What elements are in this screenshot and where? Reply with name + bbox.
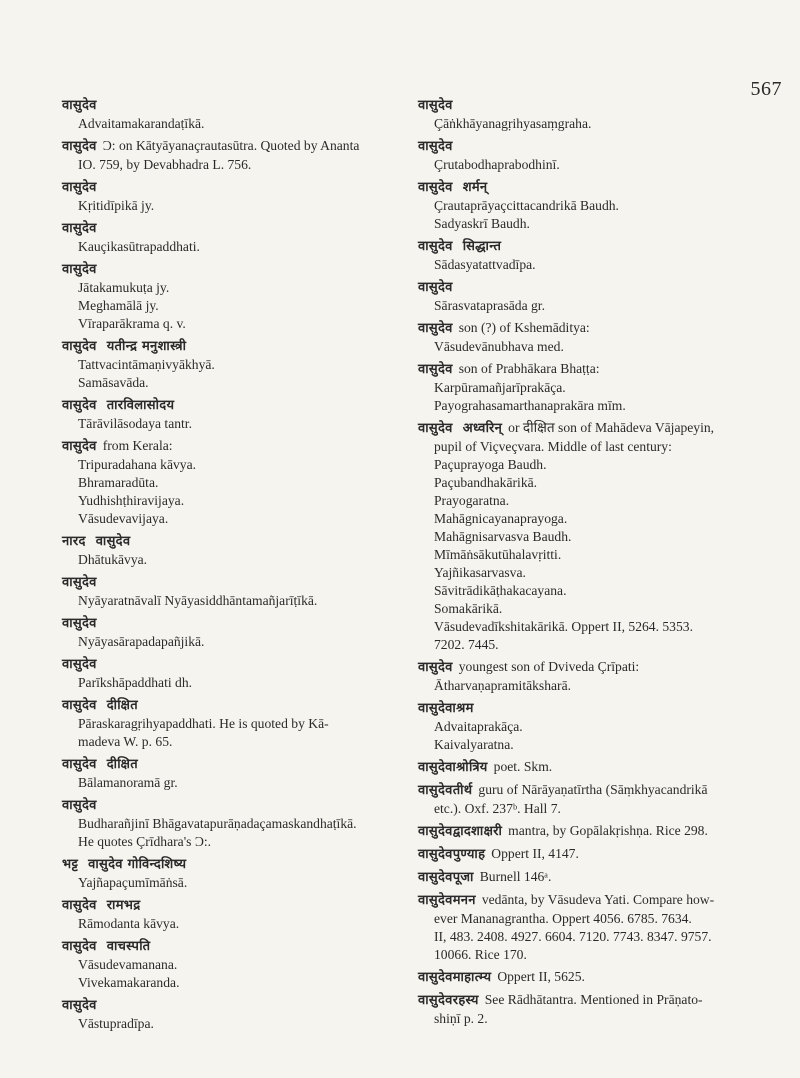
- entry-headline: [62, 696, 392, 715]
- entry-line: Mahāgnisarvasva Baudh.: [434, 529, 572, 544]
- entry-line: 10066. Rice 170.: [434, 947, 527, 962]
- headline-text: Ɔ: on Kātyāyanaçrautasūtra. Quoted by Ananta: [102, 138, 360, 153]
- sanskrit-qualifier: शर्मन्: [462, 180, 488, 195]
- index-entry: [62, 219, 392, 256]
- entry-headline: [62, 178, 392, 197]
- entry-line: shiṇī p. 2.: [434, 1011, 488, 1026]
- entry-line: Nyāyaratnāvalī Nyāyasiddhāntamañjarīṭīkā.: [78, 593, 318, 608]
- entry-headline: [62, 437, 392, 456]
- index-entry: [418, 991, 788, 1028]
- sanskrit-headword: वासुदेवरहस्य: [418, 993, 479, 1008]
- entry-line: Kṛitidīpikā jy.: [78, 198, 155, 213]
- index-entry: [418, 178, 788, 233]
- entry-headline: [62, 996, 392, 1015]
- headline-text: son (?) of Kshemāditya:: [458, 320, 590, 335]
- entry-headline: [62, 796, 392, 815]
- entry-line: Sadyaskrī Baudh.: [434, 216, 530, 231]
- sanskrit-headword: नारद: [62, 534, 86, 549]
- index-entry: [62, 655, 392, 692]
- sanskrit-headword: वासुदेव: [418, 362, 453, 377]
- entry-headline: [418, 278, 788, 297]
- index-entry: [62, 614, 392, 651]
- sanskrit-headword: वासुदेव: [62, 898, 97, 913]
- entry-headline: [62, 260, 392, 279]
- index-entry: [418, 137, 788, 174]
- sanskrit-headword: वासुदेव: [62, 998, 97, 1013]
- entry-line: Çrautaprāyaçcittacandrikā Baudh.: [434, 198, 619, 213]
- entry-line: Çrutabodhaprabodhinī.: [434, 157, 560, 172]
- sanskrit-qualifier: यतीन्द्र मनुशास्त्री: [106, 339, 187, 354]
- entry-line: IO. 759, by Devabhadra L. 756.: [78, 157, 252, 172]
- entry-line: Tattvacintāmaṇivyākhyā.: [78, 357, 215, 372]
- entry-line: Vāsudevavijaya.: [78, 511, 169, 526]
- index-entry: [62, 337, 392, 392]
- entry-line: Mahāgnicayanaprayoga.: [434, 511, 568, 526]
- entry-line: Dhātukāvya.: [78, 552, 148, 567]
- entry-headline: [418, 178, 788, 197]
- sanskrit-qualifier: वाचस्पति: [106, 939, 151, 954]
- entry-line: Bālamanoramā gr.: [78, 775, 178, 790]
- sanskrit-qualifier: अध्वरिन्: [462, 421, 503, 436]
- entry-line: Vāsudevadīkshitakārikā. Oppert II, 5264. 5353.: [434, 619, 693, 634]
- sanskrit-headword: वासुदेव: [62, 616, 97, 631]
- index-entry: [62, 96, 392, 133]
- entry-line: Parīkshāpaddhati dh.: [78, 675, 193, 690]
- sanskrit-headword: वासुदेव: [62, 439, 97, 454]
- index-entry: [62, 755, 392, 792]
- index-entry: [418, 360, 788, 415]
- entry-line: II, 483. 2408. 4927. 6604. 7120. 7743. 8347. 9757.: [434, 929, 712, 944]
- entry-headline: [418, 658, 788, 677]
- entry-line: Nyāyasārapadapañjikā.: [78, 634, 205, 649]
- entry-line: Sādasyatattvadīpa.: [434, 257, 536, 272]
- entry-headline: [62, 755, 392, 774]
- index-entry: [62, 855, 392, 892]
- entry-headline: [418, 758, 788, 777]
- sanskrit-headword: वासुदेवाश्रोत्रिय: [418, 760, 488, 775]
- index-entry: [62, 937, 392, 992]
- entry-line: Advaitamakarandaṭīkā.: [78, 116, 205, 131]
- index-entry: [418, 319, 788, 356]
- sanskrit-headword: वासुदेव: [62, 98, 97, 113]
- index-entry: [418, 968, 788, 987]
- sanskrit-headword: वासुदेव: [62, 180, 97, 195]
- sanskrit-headword: वासुदेव: [418, 421, 453, 436]
- entry-line: Prayogaratna.: [434, 493, 510, 508]
- entry-headline: [418, 968, 788, 987]
- headline-text: poet. Skm.: [493, 759, 553, 774]
- sanskrit-headword: वासुदेव: [62, 698, 97, 713]
- entry-line: Vīraparākrama q. v.: [78, 316, 186, 331]
- page-number: 567: [750, 78, 782, 100]
- entry-line: Çāṅkhāyanagṛihyasaṃgraha.: [434, 116, 592, 131]
- sanskrit-headword: वासुदेवतीर्थ: [418, 783, 473, 798]
- entry-line: Karpūramañjarīprakāça.: [434, 380, 566, 395]
- entry-line: Paçubandhakārikā.: [434, 475, 538, 490]
- entry-headline: [418, 868, 788, 887]
- headline-text: youngest son of Dviveda Çrīpati:: [458, 659, 640, 674]
- sanskrit-headword: वासुदेव: [418, 180, 453, 195]
- sanskrit-qualifier: दीक्षित: [106, 757, 138, 772]
- sanskrit-headword: वासुदेवद्वादशाक्षरी: [418, 824, 503, 839]
- sanskrit-headword: भट्ट: [62, 857, 79, 872]
- entry-headline: [62, 937, 392, 956]
- index-entry: [418, 419, 788, 654]
- index-entry: [62, 178, 392, 215]
- sanskrit-qualifier: तारविलासोदय: [106, 398, 175, 413]
- sanskrit-headword: वासुदेव: [418, 98, 453, 113]
- entry-line: 7202. 7445.: [434, 637, 499, 652]
- index-entry: [62, 396, 392, 433]
- sanskrit-headword: वासुदेव: [62, 798, 97, 813]
- sanskrit-headword: वासुदेवमनन: [418, 893, 476, 908]
- entry-line: madeva W. p. 65.: [78, 734, 173, 749]
- sanskrit-headword: वासुदेवपूजा: [418, 870, 474, 885]
- headline-text: or दीक्षित son of Mahādeva Vājapeyin,: [508, 420, 715, 435]
- index-entry: [418, 868, 788, 887]
- sanskrit-headword: वासुदेव: [62, 139, 97, 154]
- sanskrit-qualifier: सिद्धान्त: [462, 239, 502, 254]
- entry-headline: [62, 532, 392, 551]
- sanskrit-headword: वासुदेव: [62, 575, 97, 590]
- entry-line: Paçuprayoga Baudh.: [434, 457, 547, 472]
- entry-headline: [418, 845, 788, 864]
- entry-headline: [418, 419, 788, 438]
- index-entry: [418, 758, 788, 777]
- sanskrit-headword: वासुदेव: [418, 660, 453, 675]
- index-entry: [62, 896, 392, 933]
- entry-line: Vāstupradīpa.: [78, 1016, 154, 1031]
- index-entry: [418, 845, 788, 864]
- entry-headline: [418, 822, 788, 841]
- index-entry: [62, 260, 392, 333]
- entry-headline: [418, 360, 788, 379]
- sanskrit-headword: वासुदेव: [418, 139, 453, 154]
- entry-headline: [62, 337, 392, 356]
- index-entry: [418, 237, 788, 274]
- headline-text: vedānta, by Vāsudeva Yati. Compare how-: [481, 892, 715, 907]
- headline-text: son of Prabhākara Bhaṭṭa:: [458, 361, 600, 376]
- index-entry: [418, 699, 788, 754]
- entry-line: He quotes Çrīdhara's Ɔ:.: [78, 834, 212, 849]
- index-entry: [418, 658, 788, 695]
- entry-headline: [418, 96, 788, 115]
- entry-headline: [62, 137, 392, 156]
- entry-headline: [62, 855, 392, 874]
- entry-headline: [418, 891, 788, 910]
- headline-text: Burnell 146ᵃ.: [479, 869, 552, 884]
- entry-line: Jātakamukuṭa jy.: [78, 280, 170, 295]
- sanskrit-headword: वासुदेव: [418, 239, 453, 254]
- entry-line: Kaivalyaratna.: [434, 737, 514, 752]
- entry-headline: [62, 219, 392, 238]
- sanskrit-headword: वासुदेवपुण्याह: [418, 847, 486, 862]
- index-entry: [62, 696, 392, 751]
- right-column: [418, 96, 788, 1032]
- entry-line: etc.). Oxf. 237ᵇ. Hall 7.: [434, 801, 561, 816]
- entry-line: Sārasvataprasāda gr.: [434, 298, 545, 313]
- headline-text: guru of Nārāyaṇatīrtha (Sāṃkhyacandrikā: [478, 782, 708, 797]
- index-entry: [62, 532, 392, 569]
- entry-line: Ātharvaṇapramitāksharā.: [434, 678, 572, 693]
- index-entry: [62, 996, 392, 1033]
- entry-line: Yudhishṭhiravijaya.: [78, 493, 185, 508]
- entry-line: Somakārikā.: [434, 601, 503, 616]
- entry-line: Tārāvilāsodaya tantr.: [78, 416, 192, 431]
- entry-line: Meghamālā jy.: [78, 298, 159, 313]
- entry-headline: [418, 699, 788, 718]
- index-entry: [62, 796, 392, 851]
- entry-line: Tripuradahana kāvya.: [78, 457, 197, 472]
- entry-line: Mīmāṅsākutūhalavṛitti.: [434, 547, 562, 562]
- index-entry: [62, 573, 392, 610]
- entry-line: Vāsudevamanana.: [78, 957, 178, 972]
- entry-headline: [418, 237, 788, 256]
- headline-text: See Rādhātantra. Mentioned in Prāṇato-: [484, 992, 703, 1007]
- index-entry: [62, 437, 392, 528]
- entry-line: Pāraskaragṛihyapaddhati. He is quoted by Kā-: [78, 716, 329, 731]
- sanskrit-headword: वासुदेव: [418, 280, 453, 295]
- left-column: [62, 96, 392, 1037]
- entry-line: Bhramaradūta.: [78, 475, 159, 490]
- sanskrit-headword: वासुदेव: [62, 757, 97, 772]
- sanskrit-headword: वासुदेवाश्रम: [418, 701, 474, 716]
- headline-text: from Kerala:: [102, 438, 173, 453]
- entry-headline: [62, 573, 392, 592]
- index-entry: [62, 137, 392, 174]
- index-entry: [418, 891, 788, 964]
- sanskrit-headword: वासुदेव: [62, 398, 97, 413]
- headline-text: mantra, by Gopālakṛishṇa. Rice 298.: [508, 823, 708, 838]
- entry-line: ever Mananagrantha. Oppert 4056. 6785. 7634.: [434, 911, 692, 926]
- sanskrit-headword: वासुदेवमाहात्म्य: [418, 970, 492, 985]
- headline-text: Oppert II, 4147.: [491, 846, 579, 861]
- sanskrit-headword: वासुदेव: [62, 339, 97, 354]
- entry-headline: [418, 319, 788, 338]
- entry-line: Payograhasamarthanaprakāra mīm.: [434, 398, 626, 413]
- entry-line: Advaitaprakāça.: [434, 719, 523, 734]
- entry-headline: [418, 137, 788, 156]
- sanskrit-headword: वासुदेव: [62, 657, 97, 672]
- entry-headline: [62, 614, 392, 633]
- sanskrit-headword: वासुदेव: [418, 321, 453, 336]
- entry-headline: [418, 781, 788, 800]
- entry-line: Vāsudevānubhava med.: [434, 339, 564, 354]
- headline-text: Oppert II, 5625.: [497, 969, 585, 984]
- sanskrit-qualifier: वासुदेव गोविन्दशिष्य: [88, 857, 187, 872]
- entry-headline: [62, 396, 392, 415]
- entry-line: Kauçikasūtrapaddhati.: [78, 239, 200, 254]
- entry-line: pupil of Viçveçvara. Middle of last century:: [434, 439, 672, 454]
- index-entry: [418, 781, 788, 818]
- entry-headline: [418, 991, 788, 1010]
- index-entry: [418, 822, 788, 841]
- entry-headline: [62, 896, 392, 915]
- sanskrit-headword: वासुदेव: [62, 221, 97, 236]
- entry-line: Budharañjinī Bhāgavatapurāṇadaçamaskandhaṭīkā.: [78, 816, 357, 831]
- sanskrit-qualifier: वासुदेव: [95, 534, 131, 549]
- sanskrit-qualifier: दीक्षित: [106, 698, 138, 713]
- entry-line: Samāsavāda.: [78, 375, 149, 390]
- index-entry: [418, 96, 788, 133]
- entry-line: Vivekamakaranda.: [78, 975, 180, 990]
- entry-line: Sāvitrādikāṭhakacayana.: [434, 583, 567, 598]
- entry-headline: [62, 96, 392, 115]
- entry-line: Yajñapaçumīmāṅsā.: [78, 875, 188, 890]
- sanskrit-headword: वासुदेव: [62, 262, 97, 277]
- entry-headline: [62, 655, 392, 674]
- entry-line: Rāmodanta kāvya.: [78, 916, 180, 931]
- index-entry: [418, 278, 788, 315]
- sanskrit-headword: वासुदेव: [62, 939, 97, 954]
- sanskrit-qualifier: रामभद्र: [106, 898, 141, 913]
- entry-line: Yajñikasarvasva.: [434, 565, 526, 580]
